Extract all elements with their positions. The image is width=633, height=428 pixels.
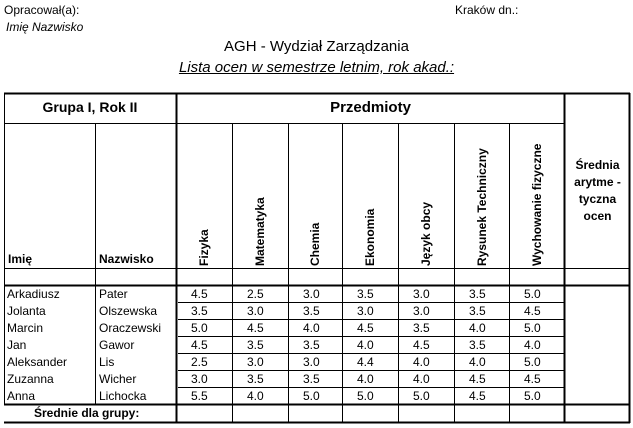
cell-first-name: Aleksander bbox=[7, 355, 68, 369]
cell-first-name: Jolanta bbox=[7, 304, 46, 318]
subject-header: Język obcy bbox=[419, 201, 433, 266]
cell-grade: 4.5 bbox=[357, 321, 374, 335]
cell-grade: 4.5 bbox=[191, 287, 208, 301]
column-last-name: Nazwisko bbox=[99, 252, 154, 266]
cell-grade: 4.5 bbox=[524, 304, 541, 318]
group-average-label: Średnie dla grupy: bbox=[34, 406, 140, 420]
cell-grade: 4.0 bbox=[413, 355, 430, 369]
cell-grade: 4.0 bbox=[524, 338, 541, 352]
cell-grade: 3.0 bbox=[247, 355, 264, 369]
document-subtitle: Lista ocen w semestrze letnim, rok akad.: bbox=[178, 59, 455, 76]
city-date-label: Kraków dn.: bbox=[455, 3, 519, 17]
subject-header: Chemia bbox=[308, 222, 322, 266]
cell-grade: 5.0 bbox=[357, 389, 374, 403]
subject-header: Fizyka bbox=[197, 229, 211, 266]
cell-last-name: Pater bbox=[99, 287, 128, 301]
cell-first-name: Arkadiusz bbox=[7, 287, 60, 301]
column-first-name: Imię bbox=[8, 252, 33, 266]
cell-grade: 4.4 bbox=[357, 355, 374, 369]
cell-grade: 3.5 bbox=[247, 372, 264, 386]
cell-first-name: Marcin bbox=[7, 321, 44, 335]
cell-last-name: Oraczewski bbox=[99, 321, 162, 335]
cell-grade: 5.0 bbox=[524, 321, 541, 335]
cell-grade: 3.0 bbox=[413, 287, 430, 301]
average-header-line: Średnia bbox=[575, 158, 620, 172]
cell-grade: 3.5 bbox=[191, 304, 208, 318]
cell-grade: 3.0 bbox=[357, 304, 374, 318]
cell-grade: 3.0 bbox=[247, 304, 264, 318]
subject-header: Ekonomia bbox=[363, 208, 377, 266]
cell-grade: 5.0 bbox=[524, 389, 541, 403]
cell-grade: 3.0 bbox=[303, 355, 320, 369]
cell-grade: 4.0 bbox=[357, 338, 374, 352]
prepared-by-label: Opracował(a): bbox=[4, 3, 80, 17]
cell-last-name: Olszewska bbox=[99, 304, 158, 318]
document-title: AGH - Wydział Zarządzania bbox=[224, 38, 409, 55]
cell-grade: 4.0 bbox=[413, 372, 430, 386]
cell-grade: 4.5 bbox=[413, 338, 430, 352]
cell-grade: 4.5 bbox=[524, 372, 541, 386]
average-header-line: arytme - bbox=[574, 175, 621, 189]
cell-first-name: Zuzanna bbox=[7, 372, 54, 386]
cell-grade: 3.5 bbox=[247, 338, 264, 352]
group-label: Grupa I, Rok II bbox=[42, 99, 138, 115]
cell-grade: 4.0 bbox=[303, 321, 320, 335]
cell-grade: 3.0 bbox=[303, 287, 320, 301]
cell-grade: 3.0 bbox=[191, 372, 208, 386]
cell-last-name: Gawor bbox=[99, 338, 135, 352]
cell-grade: 4.0 bbox=[469, 321, 486, 335]
cell-first-name: Anna bbox=[7, 389, 36, 403]
cell-grade: 4.5 bbox=[469, 389, 486, 403]
cell-last-name: Lichocka bbox=[99, 389, 147, 403]
subjects-label: Przedmioty bbox=[330, 99, 411, 116]
subject-header: Wychowanie fizyczne bbox=[529, 143, 544, 266]
cell-grade: 3.5 bbox=[469, 338, 486, 352]
cell-grade: 3.5 bbox=[469, 304, 486, 318]
cell-grade: 5.5 bbox=[191, 389, 208, 403]
cell-grade: 4.0 bbox=[357, 372, 374, 386]
cell-grade: 3.0 bbox=[413, 304, 430, 318]
cell-grade: 2.5 bbox=[191, 355, 208, 369]
cell-grade: 4.5 bbox=[469, 372, 486, 386]
cell-grade: 3.5 bbox=[469, 287, 486, 301]
subject-header: Rysunek Techniczny bbox=[474, 148, 489, 266]
cell-grade: 5.0 bbox=[524, 355, 541, 369]
cell-grade: 4.5 bbox=[191, 338, 208, 352]
average-header-line: tyczna bbox=[578, 192, 617, 206]
cell-grade: 3.5 bbox=[357, 287, 374, 301]
cell-grade: 5.0 bbox=[524, 287, 541, 301]
cell-grade: 5.0 bbox=[413, 389, 430, 403]
cell-last-name: Wicher bbox=[99, 372, 137, 386]
cell-grade: 5.0 bbox=[303, 389, 320, 403]
subject-header: Matematyka bbox=[253, 197, 267, 266]
cell-grade: 4.0 bbox=[469, 355, 486, 369]
cell-grade: 5.0 bbox=[191, 321, 208, 335]
cell-grade: 4.5 bbox=[247, 321, 264, 335]
cell-grade: 3.5 bbox=[413, 321, 430, 335]
cell-grade: 3.5 bbox=[303, 304, 320, 318]
cell-last-name: Lis bbox=[99, 355, 115, 369]
prepared-by-name: Imię Nazwisko bbox=[6, 20, 84, 34]
cell-grade: 3.5 bbox=[303, 372, 320, 386]
average-header-line: ocen bbox=[583, 209, 612, 223]
cell-grade: 3.5 bbox=[303, 338, 320, 352]
average-header bbox=[565, 157, 630, 225]
cell-grade: 2.5 bbox=[247, 287, 264, 301]
cell-grade: 4.0 bbox=[247, 389, 264, 403]
cell-first-name: Jan bbox=[7, 338, 27, 352]
